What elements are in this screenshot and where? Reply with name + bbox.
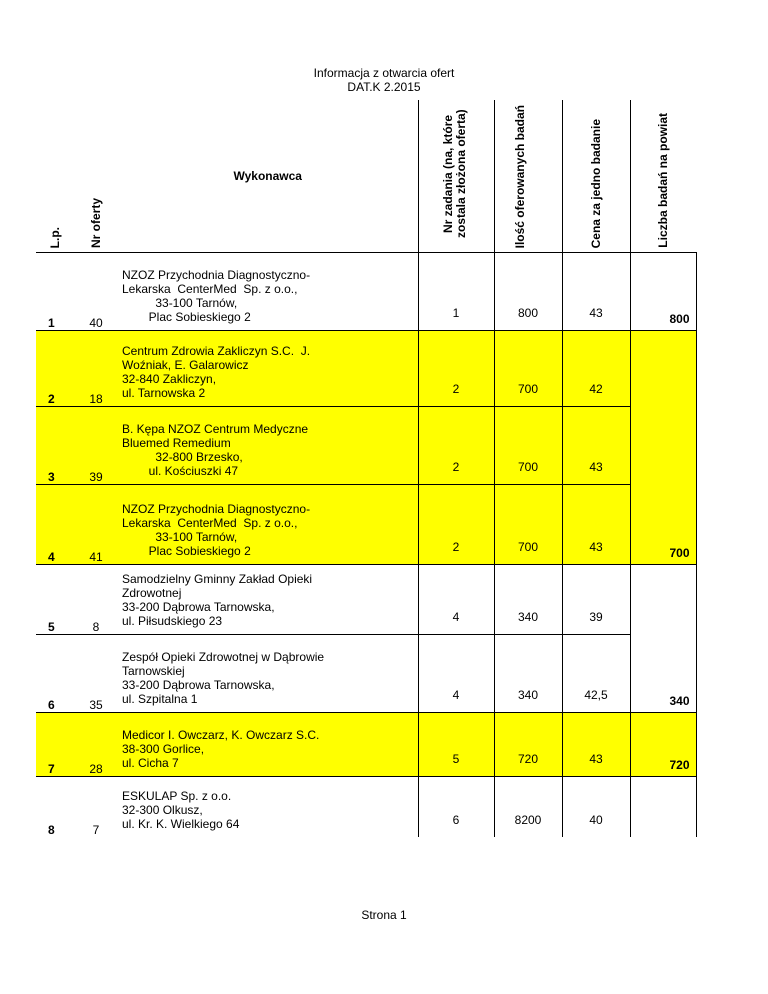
row-wykonawca [118,485,418,565]
row-zadanie: 4 [418,635,494,713]
wykonawca-line: Medicor I. Owczarz, K. Owczarz S.C. [122,728,320,742]
wykonawca-line: 33-200 Dąbrowa Tarnowska, [122,600,275,614]
row-cena: 39 [562,565,630,635]
row-wykonawca [118,253,418,331]
row-zadanie: 1 [418,253,494,331]
col-ilosc-header: Ilość oferowanych badań [494,100,562,253]
row-cena: 43 [562,407,630,485]
row-ilosc: 720 [494,713,562,777]
row-lp: 8 [36,777,74,837]
wykonawca-line: Centrum Zdrowia Zakliczyn S.C. J. [122,344,311,358]
wykonawca-line: NZOZ Przychodnia Diagnostyczno- [122,268,311,282]
row-wykonawca [118,713,418,777]
offers-table [36,100,697,837]
wykonawca-line: B. Kępa NZOZ Centrum Medyczne [122,422,309,436]
wykonawca-line: Bluemed Remedium [122,436,231,450]
row-nr-oferty: 8 [74,565,118,635]
row-liczba-powiat: 720 [630,713,696,777]
row-ilosc: 700 [494,331,562,407]
page-subtitle: DAT.K 2.2015 [347,80,421,94]
wykonawca-line: ul. Kościuszki 47 [122,464,239,478]
row-lp: 6 [36,635,74,713]
row-ilosc: 800 [494,253,562,331]
row-cena: 43 [562,485,630,565]
row-zadanie: 2 [418,485,494,565]
wykonawca-line: 33-100 Tarnów, [122,296,238,310]
wykonawca-line: ul. Kr. K. Wielkiego 64 [122,816,240,831]
wykonawca-line: Lekarska CenterMed Sp. z o.o., [122,516,298,530]
row-nr-oferty: 39 [74,407,118,485]
row-zadanie: 2 [418,407,494,485]
wykonawca-line: ESKULAP Sp. z o.o. [122,788,232,803]
wykonawca-line: Plac Sobieskiego 2 [122,310,251,324]
header-row [36,100,696,253]
wykonawca-line: Lekarska CenterMed Sp. z o.o., [122,282,298,296]
table-row [36,331,696,407]
row-ilosc: 700 [494,407,562,485]
row-liczba-powiat: 340 [630,565,696,713]
wykonawca-line: ul. Tarnowska 2 [122,386,206,400]
row-lp: 2 [36,331,74,407]
page-title: Informacja z otwarcia ofert [313,66,455,80]
table-row [36,565,696,635]
row-lp: 1 [36,253,74,331]
row-wykonawca [118,635,418,713]
wykonawca-line: Samodzielny Gminny Zakład Opieki [122,572,313,586]
wykonawca-line: ul. Szpitalna 1 [122,692,198,706]
wykonawca-line: 32-300 Olkusz, [122,802,203,817]
col-nr-header: Nr oferty [88,197,103,248]
row-liczba-powiat [630,777,696,837]
row-lp: 4 [36,485,74,565]
wykonawca-line: Plac Sobieskiego 2 [122,544,251,558]
wykonawca-line: Tarnowskiej [122,664,185,678]
row-nr-oferty: 7 [74,777,118,837]
wykonawca-line: 32-800 Brzesko, [122,450,243,464]
table-row [36,485,696,565]
row-wykonawca [118,565,418,635]
row-cena: 42,5 [562,635,630,713]
row-nr-oferty: 35 [74,635,118,713]
wykonawca-line: 32-840 Zakliczyn, [122,372,217,386]
row-zadanie: 6 [418,777,494,837]
row-zadanie: 2 [418,331,494,407]
row-cena: 43 [562,713,630,777]
col-zadanie-header: Nr zadania (na, które zostala złożona oferta) [418,100,494,253]
table-row [36,777,696,837]
row-cena: 42 [562,331,630,407]
wykonawca-line: 33-100 Tarnów, [122,530,238,544]
row-lp: 5 [36,565,74,635]
col-wykonawca-header: Wykonawca [233,169,302,183]
row-liczba-powiat: 800 [630,253,696,331]
row-zadanie: 4 [418,565,494,635]
table-row [36,635,696,713]
row-ilosc: 700 [494,485,562,565]
row-ilosc: 8200 [494,777,562,837]
row-nr-oferty: 18 [74,331,118,407]
row-lp: 7 [36,713,74,777]
row-nr-oferty: 41 [74,485,118,565]
wykonawca-line: 33-200 Dąbrowa Tarnowska, [122,678,275,692]
table-row [36,407,696,485]
table-row [36,253,696,331]
row-nr-oferty: 28 [74,713,118,777]
row-cena: 43 [562,253,630,331]
wykonawca-line: Woźniak, E. Galarowicz [122,358,249,372]
wykonawca-line: Zespół Opieki Zdrowotnej w Dąbrowie [122,650,325,664]
row-zadanie: 5 [418,713,494,777]
row-wykonawca [118,331,418,407]
row-ilosc: 340 [494,635,562,713]
wykonawca-line: 38-300 Gorlice, [122,742,205,756]
wykonawca-line: NZOZ Przychodnia Diagnostyczno- [122,502,311,516]
row-liczba-powiat: 700 [630,331,696,565]
col-lp-header: L.p. [47,226,62,248]
row-cena: 40 [562,777,630,837]
col-liczba-header: Liczba badań na powiat [630,100,696,253]
wykonawca-line: Zdrowotnej [122,586,182,600]
table-row [36,713,696,777]
row-nr-oferty: 40 [74,253,118,331]
row-wykonawca [118,777,418,837]
row-wykonawca [118,407,418,485]
col-cena-header: Cena za jedno badanie [562,100,630,253]
page-footer: Strona 1 [361,908,407,922]
row-ilosc: 340 [494,565,562,635]
wykonawca-line: ul. Cicha 7 [122,756,179,770]
row-lp: 3 [36,407,74,485]
wykonawca-line: ul. Piłsudskiego 23 [122,614,223,628]
